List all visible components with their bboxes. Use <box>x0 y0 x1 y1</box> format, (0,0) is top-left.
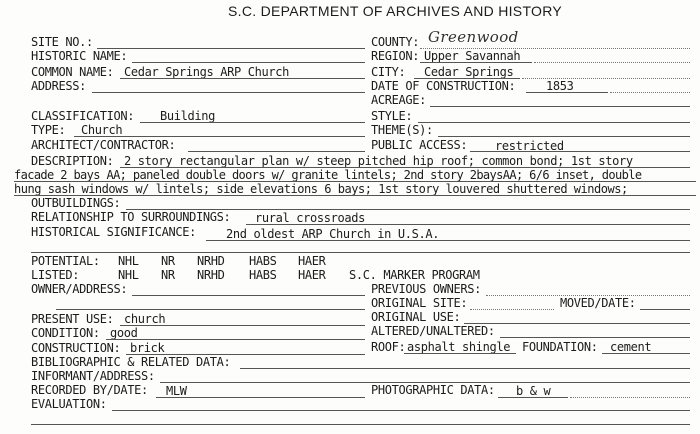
roof-line <box>404 353 516 354</box>
listed-nrhd: NRHD <box>197 268 225 282</box>
moved-date-line <box>640 309 690 310</box>
photographic-label: PHOTOGRAPHIC DATA: <box>371 383 495 397</box>
present-use-line <box>120 325 365 326</box>
acreage-line <box>430 106 690 107</box>
relationship-value: rural crossroads <box>255 211 365 225</box>
roof-label: ROOF: <box>371 340 406 354</box>
recorded-label: RECORDED BY/DATE: <box>31 383 148 397</box>
evaluation-label: EVALUATION: <box>31 397 107 411</box>
public-access-label: PUBLIC ACCESS: <box>371 138 468 152</box>
original-use-line <box>464 323 690 324</box>
original-site-line <box>470 309 554 310</box>
condition-line <box>106 339 365 340</box>
site-no-label: SITE NO.: <box>31 35 93 49</box>
bibliographic-label: BIBLIOGRAPHIC & RELATED DATA: <box>31 355 231 369</box>
date-line <box>526 92 608 93</box>
recorded-line <box>156 397 365 398</box>
significance-line <box>206 240 690 241</box>
common-name-label: COMMON NAME: <box>31 65 114 79</box>
condition-label: CONDITION: <box>31 326 100 340</box>
photographic-value: b & w <box>516 384 551 398</box>
potential-haer: HAER <box>298 254 326 268</box>
original-use-label: ORIGINAL USE: <box>371 310 461 324</box>
relationship-label: RELATIONSHIP TO SURROUNDINGS: <box>31 210 231 224</box>
informant-label: INFORMANT/ADDRESS: <box>31 369 155 383</box>
potential-nhl: NHL <box>118 254 139 268</box>
historic-name-line <box>132 62 365 63</box>
listed-label: LISTED: <box>31 268 80 282</box>
potential-nr: NR <box>161 254 175 268</box>
acreage-label: ACREAGE: <box>371 93 426 107</box>
themes-line <box>438 136 690 137</box>
region-line <box>420 62 532 63</box>
moved-date-label: MOVED/DATE: <box>560 296 636 310</box>
bibliographic-line <box>240 368 690 369</box>
classification-line <box>140 122 365 123</box>
listed-nhl: NHL <box>118 268 139 282</box>
owner-address-line <box>132 295 365 296</box>
classification-label: CLASSIFICATION: <box>31 109 135 123</box>
present-use-value: church <box>124 312 166 326</box>
roof-value: asphalt shingle <box>407 340 511 354</box>
description-label: DESCRIPTION: <box>31 154 114 168</box>
region-line-rest <box>534 62 690 63</box>
page-title: S.C. DEPARTMENT OF ARCHIVES AND HISTORY <box>228 3 563 19</box>
description-line-2: facade 2 bays AA; paneled double doors w/ granite lintels; 2nd story 2baysAA; 6/6 inset, double <box>14 168 642 182</box>
significance-rule-2 <box>31 252 690 253</box>
address-label: ADDRESS: <box>31 79 86 93</box>
classification-value: Building <box>160 109 215 123</box>
significance-value: 2nd oldest ARP Church in U.S.A. <box>226 227 440 241</box>
owner-address-rule-2 <box>56 309 365 310</box>
photographic-line-rest <box>570 397 690 398</box>
evaluation-line-2 <box>31 424 690 425</box>
site-no-line <box>97 48 365 49</box>
style-line <box>418 122 690 123</box>
themes-label: THEME(S): <box>371 123 433 137</box>
public-access-value: restricted <box>495 139 564 153</box>
evaluation-line <box>112 410 690 411</box>
public-access-line <box>470 151 690 152</box>
style-label: STYLE: <box>371 109 413 123</box>
relationship-line <box>246 224 690 225</box>
construction-value: brick <box>130 341 165 355</box>
description-line-3: hung sash windows w/ lintels; side elevations 6 bays; 1st story louvered shuttered windows; <box>14 182 628 196</box>
previous-owners-label: PREVIOUS OWNERS: <box>371 282 481 296</box>
architect-line <box>188 151 365 152</box>
photographic-line <box>498 397 568 398</box>
original-site-label: ORIGINAL SITE: <box>371 296 468 310</box>
construction-label: CONSTRUCTION: <box>31 341 121 355</box>
type-label: TYPE: <box>31 123 66 137</box>
date-value: 1853 <box>546 79 574 93</box>
region-value: Upper Savannah <box>424 49 521 63</box>
date-label: DATE OF CONSTRUCTION: <box>371 79 516 93</box>
date-line-rest <box>610 92 690 93</box>
description-line-1: 2 story rectangular plan w/ steep pitched hip roof; common bond; 1st story <box>124 154 633 168</box>
recorded-value: MLW <box>166 384 187 398</box>
type-line <box>74 136 365 137</box>
significance-label: HISTORICAL SIGNIFICANCE: <box>31 225 196 239</box>
potential-habs: HABS <box>249 254 277 268</box>
listed-haer: HAER <box>298 268 326 282</box>
city-label: CITY: <box>371 65 406 79</box>
common-name-value: Cedar Springs ARP Church <box>124 65 289 79</box>
owner-address-label: OWNER/ADDRESS: <box>31 282 128 296</box>
foundation-label: FOUNDATION: <box>522 340 598 354</box>
city-value: Cedar Springs <box>424 65 514 79</box>
region-label: REGION: <box>371 49 420 63</box>
marker-program-label: S.C. MARKER PROGRAM <box>349 268 480 282</box>
condition-value: good <box>110 326 138 340</box>
listed-nr: NR <box>161 268 175 282</box>
altered-label: ALTERED/UNALTERED: <box>371 324 495 338</box>
foundation-value: cement <box>610 340 652 354</box>
potential-label: POTENTIAL: <box>31 254 100 268</box>
historic-name-label: HISTORIC NAME: <box>31 49 128 63</box>
listed-habs: HABS <box>249 268 277 282</box>
altered-line <box>500 337 690 338</box>
present-use-label: PRESENT USE: <box>31 312 114 326</box>
architect-label: ARCHITECT/CONTRACTOR: <box>31 138 176 152</box>
type-value: Church <box>81 123 123 137</box>
outbuildings-label: OUTBUILDINGS: <box>31 196 121 210</box>
common-name-line <box>120 78 365 79</box>
county-value: Greenwood <box>428 28 519 46</box>
county-label: COUNTY: <box>371 35 420 49</box>
address-line <box>92 92 365 93</box>
potential-nrhd: NRHD <box>197 254 225 268</box>
foundation-line <box>602 353 690 354</box>
